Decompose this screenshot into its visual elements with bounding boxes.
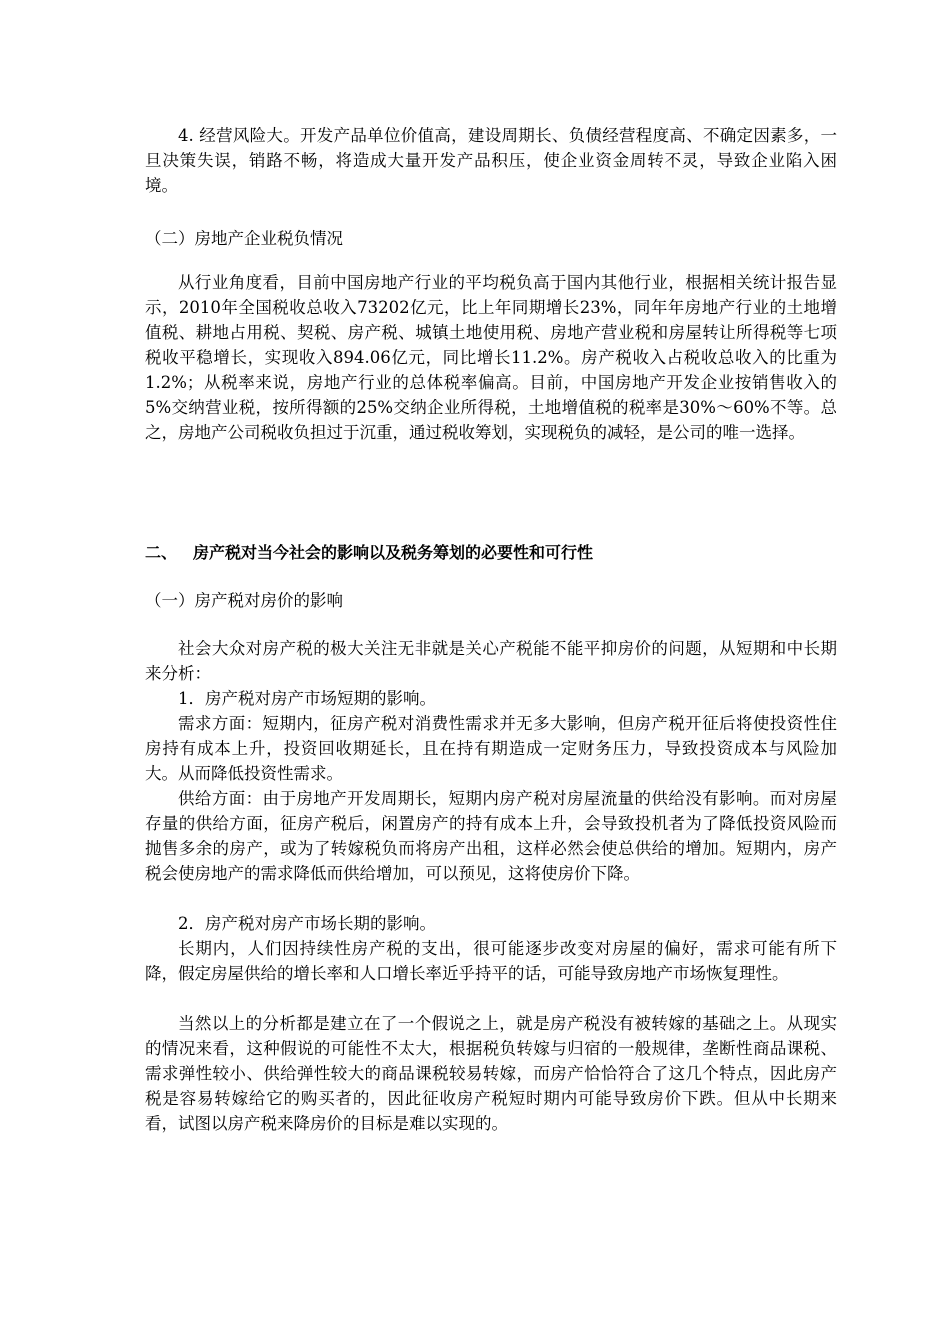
subsection-title-tax-burden: （二）房地产企业税负情况	[145, 229, 343, 248]
paragraph-intro: 社会大众对房产税的极大关注无非就是关心产税能不能平抑房价的问题，从短期和中长期来分析：	[145, 639, 837, 683]
paragraph-operating-risk: 4. 经营风险大。开发产品单位价值高，建设周期长、负债经营程度高、不确定因素多，一旦决策失误，销路不畅，将造成大量开发产品积压，使企业资金周转不灵，导致企业陷入困境。	[145, 126, 837, 195]
section-number: 二、	[145, 543, 178, 562]
section-title: 房产税对当今社会的影响以及税务筹划的必要性和可行性	[193, 543, 594, 562]
item-long-term-title: 2．房产税对房产市场长期的影响。	[178, 914, 436, 933]
paragraph-long-term: 长期内，人们因持续性房产税的支出，很可能逐步改变对房屋的偏好，需求可能有所下降，假定房屋供给的增长率和人口增长率近乎持平的话，可能导致房地产市场恢复理性。	[145, 939, 837, 983]
paragraph-conclusion: 当然以上的分析都是建立在了一个假说之上，就是房产税没有被转嫁的基础之上。从现实的情况来看，这种假说的可能性不太大，根据税负转嫁与归宿的一般规律，垄断性商品课税、需求弹性较小、供给弹性较大的商品课税较易转嫁，而房产恰恰符合了这几个特点，因此房产税是容易转嫁给它的购买者的，因此征收房产税短时期内可能导致房价下跌。但从中长期来看，试图以房产税来降房价的目标是难以实现的。	[145, 1014, 837, 1133]
section-heading-2	[145, 540, 837, 565]
item-short-term-title: 1．房产税对房产市场短期的影响。	[178, 689, 436, 708]
subsection-title-price-impact: （一）房产税对房价的影响	[145, 591, 343, 610]
paragraph-tax-burden: 从行业角度看，目前中国房地产行业的平均税负高于国内其他行业，根据相关统计报告显示，2010年全国税收总收入73202亿元，比上年同期增长23%，同年年房地产行业的土地增值税、耕地占用税、契税、房产税、城镇土地使用税、房地产营业税和房屋转让所得税等七项税收平稳增长，实现收入894.06亿元，同比增长11.2%。房产税收入占税收总收入的比重为1.2%；从税率来说，房地产行业的总体税率偏高。目前，中国房地产开发企业按销售收入的5%交纳营业税，按所得额的25%交纳企业所得税，土地增值税的税率是30%～60%不等。总之，房地产公司税收负担过于沉重，通过税收筹划，实现税负的减轻，是公司的唯一选择。	[145, 273, 837, 442]
paragraph-demand: 需求方面：短期内，征房产税对消费性需求并无多大影响，但房产税开征后将使投资性住房持有成本上升，投资回收期延长，且在持有期造成一定财务压力，导致投资成本与风险加大。从而降低投资性需求。	[145, 714, 837, 783]
paragraph-supply: 供给方面：由于房地产开发周期长，短期内房产税对房屋流量的供给没有影响。而对房屋存量的供给方面，征房产税后，闲置房产的持有成本上升，会导致投机者为了降低投资风险而抛售多余的房产，或为了转嫁税负而将房产出租，这样必然会使总供给的增加。短期内，房产税会使房地产的需求降低而供给增加，可以预见，这将使房价下降。	[145, 789, 837, 883]
